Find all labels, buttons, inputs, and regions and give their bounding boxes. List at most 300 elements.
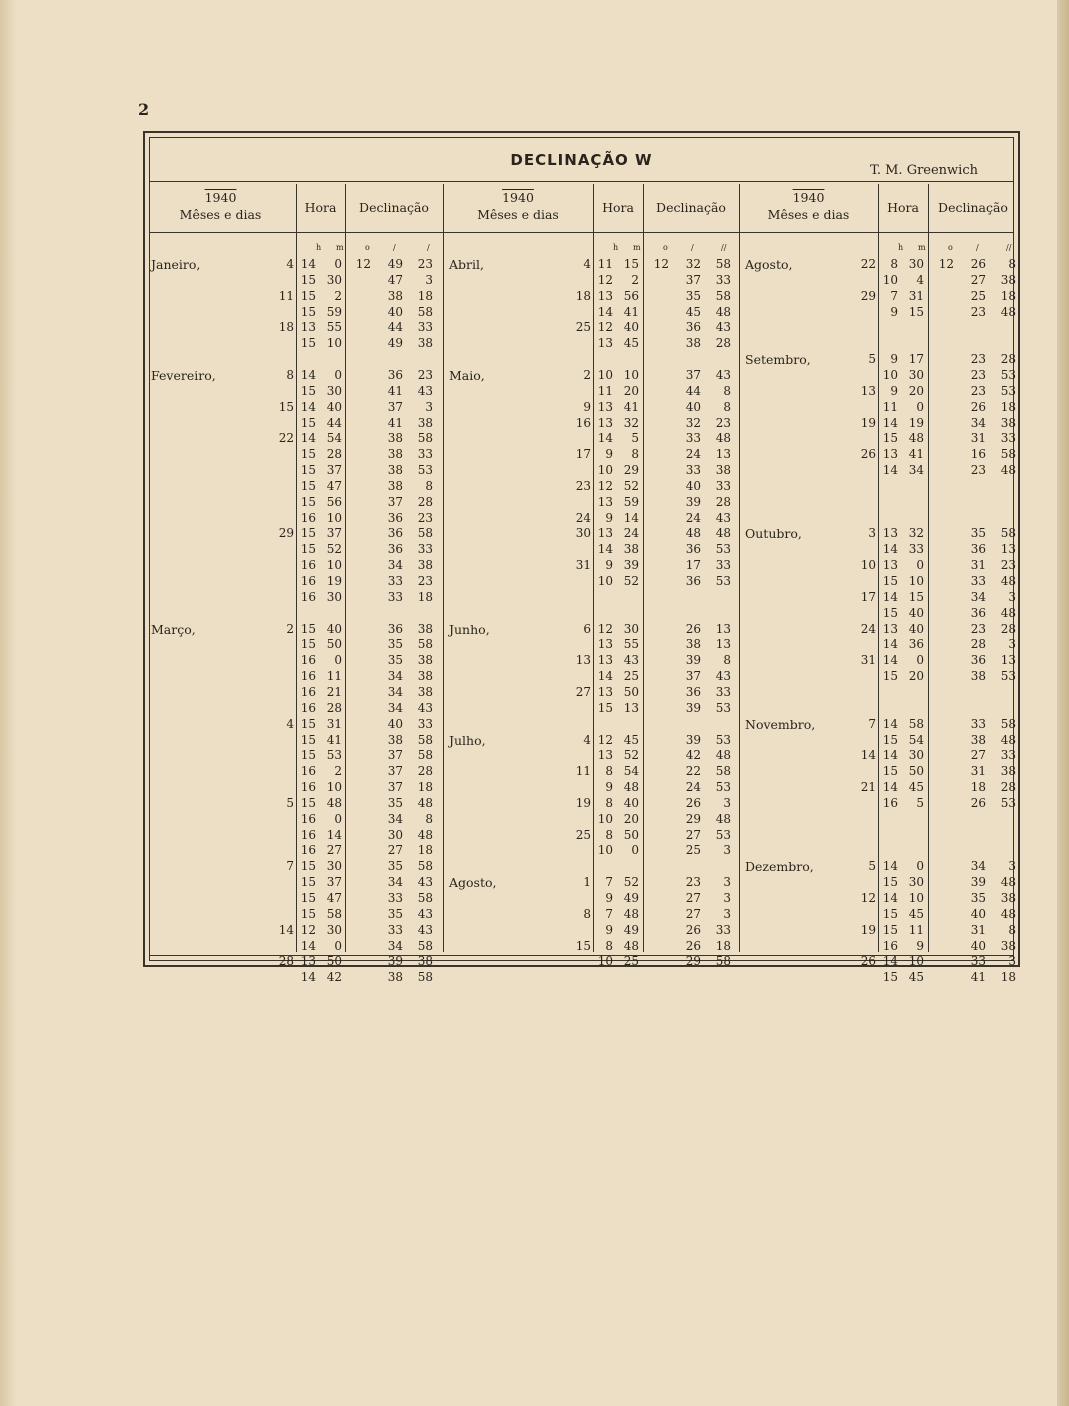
declination-seconds: 28 xyxy=(715,336,731,351)
year-label: 1940 xyxy=(204,190,237,205)
hour-value: 16 xyxy=(300,843,316,858)
header-year xyxy=(739,189,878,223)
column-divider xyxy=(739,184,740,952)
hour-value: 15 xyxy=(882,669,898,684)
hour-value: 14 xyxy=(882,589,898,604)
minute-value: 0 xyxy=(334,811,342,826)
declination-minutes: 36 xyxy=(387,621,403,636)
declination-minutes: 33 xyxy=(970,574,986,588)
declination-minutes: 38 xyxy=(387,970,403,985)
header-hora: Hora xyxy=(304,200,337,215)
minute-value: 48 xyxy=(623,938,639,953)
minute-value: 19 xyxy=(908,415,924,430)
minute-value: 48 xyxy=(326,795,342,810)
declination-seconds: 58 xyxy=(715,954,731,969)
declination-minutes: 27 xyxy=(970,272,986,287)
hour-value: 15 xyxy=(300,304,316,319)
declination-minutes: 27 xyxy=(970,748,986,763)
declination-seconds: 48 xyxy=(715,304,731,319)
minute-value: 30 xyxy=(326,383,342,398)
day-value: 26 xyxy=(860,954,876,969)
declination-minutes: 33 xyxy=(970,716,986,731)
declination-seconds: 38 xyxy=(1000,415,1016,430)
day-value: 31 xyxy=(860,653,876,668)
hour-value: 10 xyxy=(597,843,613,858)
header-declinacao: Declinação xyxy=(359,200,429,215)
hour-value: 15 xyxy=(882,431,898,446)
declination-seconds: 58 xyxy=(417,431,433,446)
declination-minutes: 49 xyxy=(387,336,403,351)
minute-value: 52 xyxy=(623,875,639,890)
hour-value: 13 xyxy=(597,336,613,351)
minute-value: 30 xyxy=(908,875,924,890)
hour-value: 13 xyxy=(597,399,613,414)
hour-value: 8 xyxy=(890,257,898,271)
hour-value: 16 xyxy=(300,764,316,779)
hour-value: 15 xyxy=(300,288,316,303)
declination-seconds: 13 xyxy=(1000,653,1016,668)
hour-value: 9 xyxy=(605,558,613,573)
declination-degrees: 12 xyxy=(355,257,371,271)
minute-value: 58 xyxy=(908,716,924,731)
hour-value: 10 xyxy=(882,272,898,287)
day-value: 4 xyxy=(583,257,591,271)
declination-seconds: 13 xyxy=(715,447,731,462)
minute-value: 42 xyxy=(326,970,342,985)
declination-seconds: 43 xyxy=(417,383,433,398)
declination-minutes: 16 xyxy=(970,447,986,462)
declination-seconds: 13 xyxy=(715,621,731,636)
hour-value: 9 xyxy=(605,510,613,525)
declination-seconds: 18 xyxy=(417,843,433,858)
minute-value: 2 xyxy=(334,288,342,303)
declination-minutes: 42 xyxy=(685,748,701,763)
minute-value: 10 xyxy=(326,558,342,573)
day-value: 7 xyxy=(868,716,876,731)
minute-value: 30 xyxy=(908,748,924,763)
declination-seconds: 43 xyxy=(715,367,731,382)
minute-value: 50 xyxy=(623,827,639,842)
minute-value: 30 xyxy=(908,257,924,271)
hour-value: 14 xyxy=(597,669,613,684)
declination-minutes: 33 xyxy=(387,574,403,588)
hour-value: 15 xyxy=(882,605,898,620)
declination-seconds: 53 xyxy=(1000,795,1016,810)
page-left-edge xyxy=(0,0,16,1406)
year-label: 1940 xyxy=(502,190,534,205)
hour-value: 15 xyxy=(300,383,316,398)
declination-minutes: 18 xyxy=(970,780,986,795)
hour-value: 11 xyxy=(882,399,898,414)
declination-minutes: 34 xyxy=(387,700,403,715)
declination-minutes: 25 xyxy=(685,843,701,858)
declination-seconds: 18 xyxy=(715,938,731,953)
hour-value: 15 xyxy=(300,875,316,890)
declination-minutes: 36 xyxy=(970,653,986,668)
minute-value: 32 xyxy=(908,526,924,541)
declination-seconds: 3 xyxy=(425,399,433,414)
declination-minutes: 35 xyxy=(387,653,403,668)
months-days-label: Mêses e dias xyxy=(179,207,262,222)
hour-value: 15 xyxy=(300,415,316,430)
unit-sec: // xyxy=(1006,243,1012,252)
minute-value: 0 xyxy=(916,859,924,874)
month-label: Março, xyxy=(151,621,196,637)
hour-value: 13 xyxy=(597,637,613,652)
declination-seconds: 38 xyxy=(1000,938,1016,953)
declination-minutes: 36 xyxy=(387,367,403,382)
minute-value: 0 xyxy=(916,399,924,414)
hour-value: 15 xyxy=(300,891,316,905)
month-label: Junho, xyxy=(449,621,490,637)
declination-seconds: 58 xyxy=(417,526,433,541)
declination-minutes: 38 xyxy=(387,463,403,478)
declination-seconds: 38 xyxy=(417,336,433,351)
declination-seconds: 43 xyxy=(417,875,433,890)
hour-value: 13 xyxy=(597,526,613,541)
hour-value: 15 xyxy=(300,621,316,636)
hour-value: 13 xyxy=(597,684,613,699)
day-value: 21 xyxy=(860,780,876,795)
unit-sec: // xyxy=(721,243,727,252)
minute-value: 52 xyxy=(623,748,639,763)
declination-seconds: 48 xyxy=(1000,605,1016,620)
hour-value: 13 xyxy=(300,954,316,969)
declination-minutes: 36 xyxy=(685,574,701,588)
hour-value: 14 xyxy=(882,859,898,874)
day-value: 12 xyxy=(860,891,876,905)
hour-value: 15 xyxy=(300,637,316,652)
minute-value: 56 xyxy=(623,288,639,303)
minute-value: 29 xyxy=(623,463,639,478)
declination-seconds: 58 xyxy=(715,288,731,303)
day-value: 3 xyxy=(868,526,876,541)
minute-value: 49 xyxy=(623,891,639,905)
hour-value: 13 xyxy=(597,494,613,509)
declination-seconds: 38 xyxy=(417,653,433,668)
minute-value: 41 xyxy=(623,304,639,319)
declination-minutes: 39 xyxy=(685,732,701,747)
minute-value: 5 xyxy=(631,431,639,446)
declination-seconds: 3 xyxy=(1008,954,1016,969)
declination-seconds: 38 xyxy=(1000,891,1016,905)
declination-seconds: 18 xyxy=(1000,399,1016,414)
hour-value: 15 xyxy=(300,716,316,731)
hour-value: 12 xyxy=(597,732,613,747)
minute-value: 30 xyxy=(908,367,924,382)
declination-seconds: 53 xyxy=(715,780,731,795)
day-value: 23 xyxy=(575,478,591,493)
declination-minutes: 26 xyxy=(685,795,701,810)
declination-seconds: 48 xyxy=(1000,304,1016,319)
hour-value: 11 xyxy=(597,257,613,271)
declination-minutes: 40 xyxy=(685,478,701,493)
declination-seconds: 8 xyxy=(723,399,731,414)
unit-sec: / xyxy=(427,243,430,252)
hour-value: 15 xyxy=(882,764,898,779)
hour-value: 16 xyxy=(300,827,316,842)
declination-minutes: 38 xyxy=(685,637,701,652)
page-spine-shadow xyxy=(1057,0,1069,1406)
month-label: Janeiro, xyxy=(151,257,201,272)
unit-h: h xyxy=(898,243,904,252)
declination-minutes: 23 xyxy=(970,621,986,636)
minute-value: 38 xyxy=(623,542,639,557)
declination-minutes: 25 xyxy=(970,288,986,303)
minute-value: 10 xyxy=(908,574,924,588)
minute-value: 30 xyxy=(326,922,342,937)
declination-seconds: 33 xyxy=(417,716,433,731)
minute-value: 45 xyxy=(908,970,924,985)
minute-value: 15 xyxy=(908,589,924,604)
minute-value: 45 xyxy=(908,780,924,795)
minute-value: 37 xyxy=(326,526,342,541)
hour-value: 14 xyxy=(597,542,613,557)
hour-value: 14 xyxy=(597,431,613,446)
hour-value: 12 xyxy=(300,922,316,937)
declination-minutes: 34 xyxy=(387,811,403,826)
declination-seconds: 23 xyxy=(1000,558,1016,573)
declination-minutes: 39 xyxy=(685,653,701,668)
day-value: 4 xyxy=(583,732,591,747)
minute-value: 55 xyxy=(623,637,639,652)
declination-minutes: 26 xyxy=(970,257,986,271)
declination-minutes: 35 xyxy=(387,795,403,810)
declination-minutes: 29 xyxy=(685,954,701,969)
declination-minutes: 38 xyxy=(685,336,701,351)
minute-value: 33 xyxy=(908,542,924,557)
declination-minutes: 24 xyxy=(685,447,701,462)
declination-minutes: 38 xyxy=(387,447,403,462)
hour-value: 13 xyxy=(597,748,613,763)
unit-m: m xyxy=(336,243,344,252)
day-value: 24 xyxy=(860,621,876,636)
hour-value: 13 xyxy=(597,288,613,303)
declination-seconds: 43 xyxy=(417,700,433,715)
hour-value: 16 xyxy=(300,510,316,525)
day-value: 13 xyxy=(860,383,876,398)
declination-seconds: 3 xyxy=(1008,859,1016,874)
minute-value: 10 xyxy=(623,367,639,382)
declination-seconds: 48 xyxy=(715,431,731,446)
minute-value: 10 xyxy=(326,510,342,525)
declination-minutes: 26 xyxy=(685,922,701,937)
declination-minutes: 37 xyxy=(387,494,403,509)
hour-value: 16 xyxy=(300,811,316,826)
minute-value: 9 xyxy=(916,938,924,953)
declination-seconds: 48 xyxy=(417,795,433,810)
minute-value: 0 xyxy=(631,843,639,858)
minute-value: 10 xyxy=(326,336,342,351)
minute-value: 14 xyxy=(623,510,639,525)
minute-value: 43 xyxy=(623,653,639,668)
declination-seconds: 18 xyxy=(417,288,433,303)
declination-seconds: 43 xyxy=(715,320,731,335)
page-number: 2 xyxy=(138,100,150,119)
declination-minutes: 45 xyxy=(685,304,701,319)
hour-value: 15 xyxy=(882,906,898,921)
declination-minutes: 38 xyxy=(387,288,403,303)
declination-minutes: 47 xyxy=(387,272,403,287)
hour-value: 15 xyxy=(882,574,898,588)
declination-seconds: 33 xyxy=(715,478,731,493)
minute-value: 45 xyxy=(623,336,639,351)
hour-value: 15 xyxy=(300,494,316,509)
declination-minutes: 33 xyxy=(685,431,701,446)
hour-value: 15 xyxy=(300,526,316,541)
hour-value: 14 xyxy=(300,970,316,985)
minute-value: 55 xyxy=(326,320,342,335)
declination-minutes: 37 xyxy=(387,780,403,795)
declination-seconds: 23 xyxy=(417,257,433,271)
declination-minutes: 44 xyxy=(685,383,701,398)
hour-value: 8 xyxy=(605,938,613,953)
hour-value: 10 xyxy=(597,574,613,588)
hour-value: 7 xyxy=(605,906,613,921)
hour-value: 15 xyxy=(300,478,316,493)
hour-value: 7 xyxy=(890,288,898,303)
declination-minutes: 41 xyxy=(970,970,986,985)
declination-seconds: 58 xyxy=(1000,716,1016,731)
minute-value: 54 xyxy=(908,732,924,747)
declination-minutes: 23 xyxy=(970,463,986,478)
declination-seconds: 43 xyxy=(715,669,731,684)
declination-seconds: 43 xyxy=(417,922,433,937)
hour-value: 16 xyxy=(300,780,316,795)
declination-minutes: 48 xyxy=(685,526,701,541)
month-label: Fevereiro, xyxy=(151,367,216,383)
declination-minutes: 38 xyxy=(387,431,403,446)
hour-value: 9 xyxy=(605,447,613,462)
day-value: 15 xyxy=(575,938,591,953)
declination-seconds: 3 xyxy=(723,891,731,905)
declination-seconds: 23 xyxy=(417,510,433,525)
declination-seconds: 28 xyxy=(1000,621,1016,636)
declination-minutes: 23 xyxy=(685,875,701,890)
header-bottom-rule xyxy=(149,232,1014,233)
hour-value: 14 xyxy=(882,780,898,795)
hour-value: 16 xyxy=(300,558,316,573)
minute-value: 40 xyxy=(326,621,342,636)
hour-value: 16 xyxy=(882,795,898,810)
declination-minutes: 28 xyxy=(970,637,986,652)
minute-value: 54 xyxy=(326,431,342,446)
day-value: 25 xyxy=(575,320,591,335)
minute-value: 20 xyxy=(623,811,639,826)
minute-value: 20 xyxy=(908,669,924,684)
declination-seconds: 38 xyxy=(417,558,433,573)
hour-value: 15 xyxy=(882,922,898,937)
declination-seconds: 53 xyxy=(715,827,731,842)
minute-value: 40 xyxy=(908,605,924,620)
hour-value: 12 xyxy=(597,320,613,335)
declination-minutes: 31 xyxy=(970,431,986,446)
hour-value: 16 xyxy=(300,684,316,699)
declination-minutes: 36 xyxy=(970,605,986,620)
declination-minutes: 40 xyxy=(970,938,986,953)
declination-minutes: 23 xyxy=(970,383,986,398)
declination-minutes: 34 xyxy=(387,938,403,953)
declination-minutes: 26 xyxy=(685,621,701,636)
declination-minutes: 31 xyxy=(970,764,986,779)
minute-value: 20 xyxy=(623,383,639,398)
declination-seconds: 38 xyxy=(715,463,731,478)
declination-seconds: 23 xyxy=(417,574,433,588)
declination-seconds: 58 xyxy=(715,764,731,779)
hour-value: 10 xyxy=(597,367,613,382)
minute-value: 24 xyxy=(623,526,639,541)
declination-minutes: 34 xyxy=(387,875,403,890)
minute-value: 15 xyxy=(908,304,924,319)
minute-value: 0 xyxy=(334,653,342,668)
minute-value: 31 xyxy=(326,716,342,731)
month-label: Novembro, xyxy=(745,716,816,732)
declination-seconds: 58 xyxy=(417,732,433,747)
declination-seconds: 53 xyxy=(715,542,731,557)
declination-minutes: 31 xyxy=(970,922,986,937)
header-declinacao: Declinação xyxy=(656,200,726,215)
hour-value: 15 xyxy=(300,272,316,287)
time-reference: T. M. Greenwich xyxy=(870,163,978,178)
minute-value: 50 xyxy=(908,764,924,779)
declination-seconds: 58 xyxy=(1000,447,1016,462)
declination-minutes: 38 xyxy=(387,732,403,747)
declination-seconds: 23 xyxy=(715,415,731,430)
hour-value: 9 xyxy=(890,383,898,398)
column-divider xyxy=(593,184,594,952)
declination-minutes: 35 xyxy=(970,526,986,541)
declination-seconds: 58 xyxy=(417,891,433,905)
day-value: 30 xyxy=(575,526,591,541)
declination-minutes: 27 xyxy=(685,827,701,842)
header-year xyxy=(443,189,593,223)
declination-minutes: 34 xyxy=(387,669,403,684)
minute-value: 48 xyxy=(908,431,924,446)
hour-value: 15 xyxy=(300,542,316,557)
minute-value: 47 xyxy=(326,478,342,493)
month-label: Agosto, xyxy=(745,257,793,272)
day-value: 29 xyxy=(278,526,294,541)
minute-value: 0 xyxy=(334,938,342,953)
day-value: 22 xyxy=(860,257,876,271)
declination-seconds: 33 xyxy=(715,272,731,287)
day-value: 29 xyxy=(860,288,876,303)
day-value: 1 xyxy=(583,875,591,890)
minute-value: 50 xyxy=(326,637,342,652)
declination-minutes: 27 xyxy=(387,843,403,858)
minute-value: 5 xyxy=(916,795,924,810)
unit-min: / xyxy=(691,243,694,252)
hour-value: 13 xyxy=(597,653,613,668)
hour-value: 11 xyxy=(597,383,613,398)
day-value: 4 xyxy=(286,716,294,731)
minute-value: 27 xyxy=(326,843,342,858)
hour-value: 15 xyxy=(300,732,316,747)
declination-seconds: 58 xyxy=(417,748,433,763)
declination-minutes: 37 xyxy=(685,272,701,287)
day-value: 17 xyxy=(860,589,876,604)
declination-minutes: 37 xyxy=(685,367,701,382)
declination-minutes: 41 xyxy=(387,383,403,398)
hour-value: 16 xyxy=(300,589,316,604)
minute-value: 41 xyxy=(908,447,924,462)
declination-seconds: 58 xyxy=(417,859,433,874)
header-year xyxy=(145,189,296,223)
day-value: 13 xyxy=(575,653,591,668)
day-value: 5 xyxy=(286,795,294,810)
month-label: Dezembro, xyxy=(745,859,814,875)
minute-value: 59 xyxy=(326,304,342,319)
